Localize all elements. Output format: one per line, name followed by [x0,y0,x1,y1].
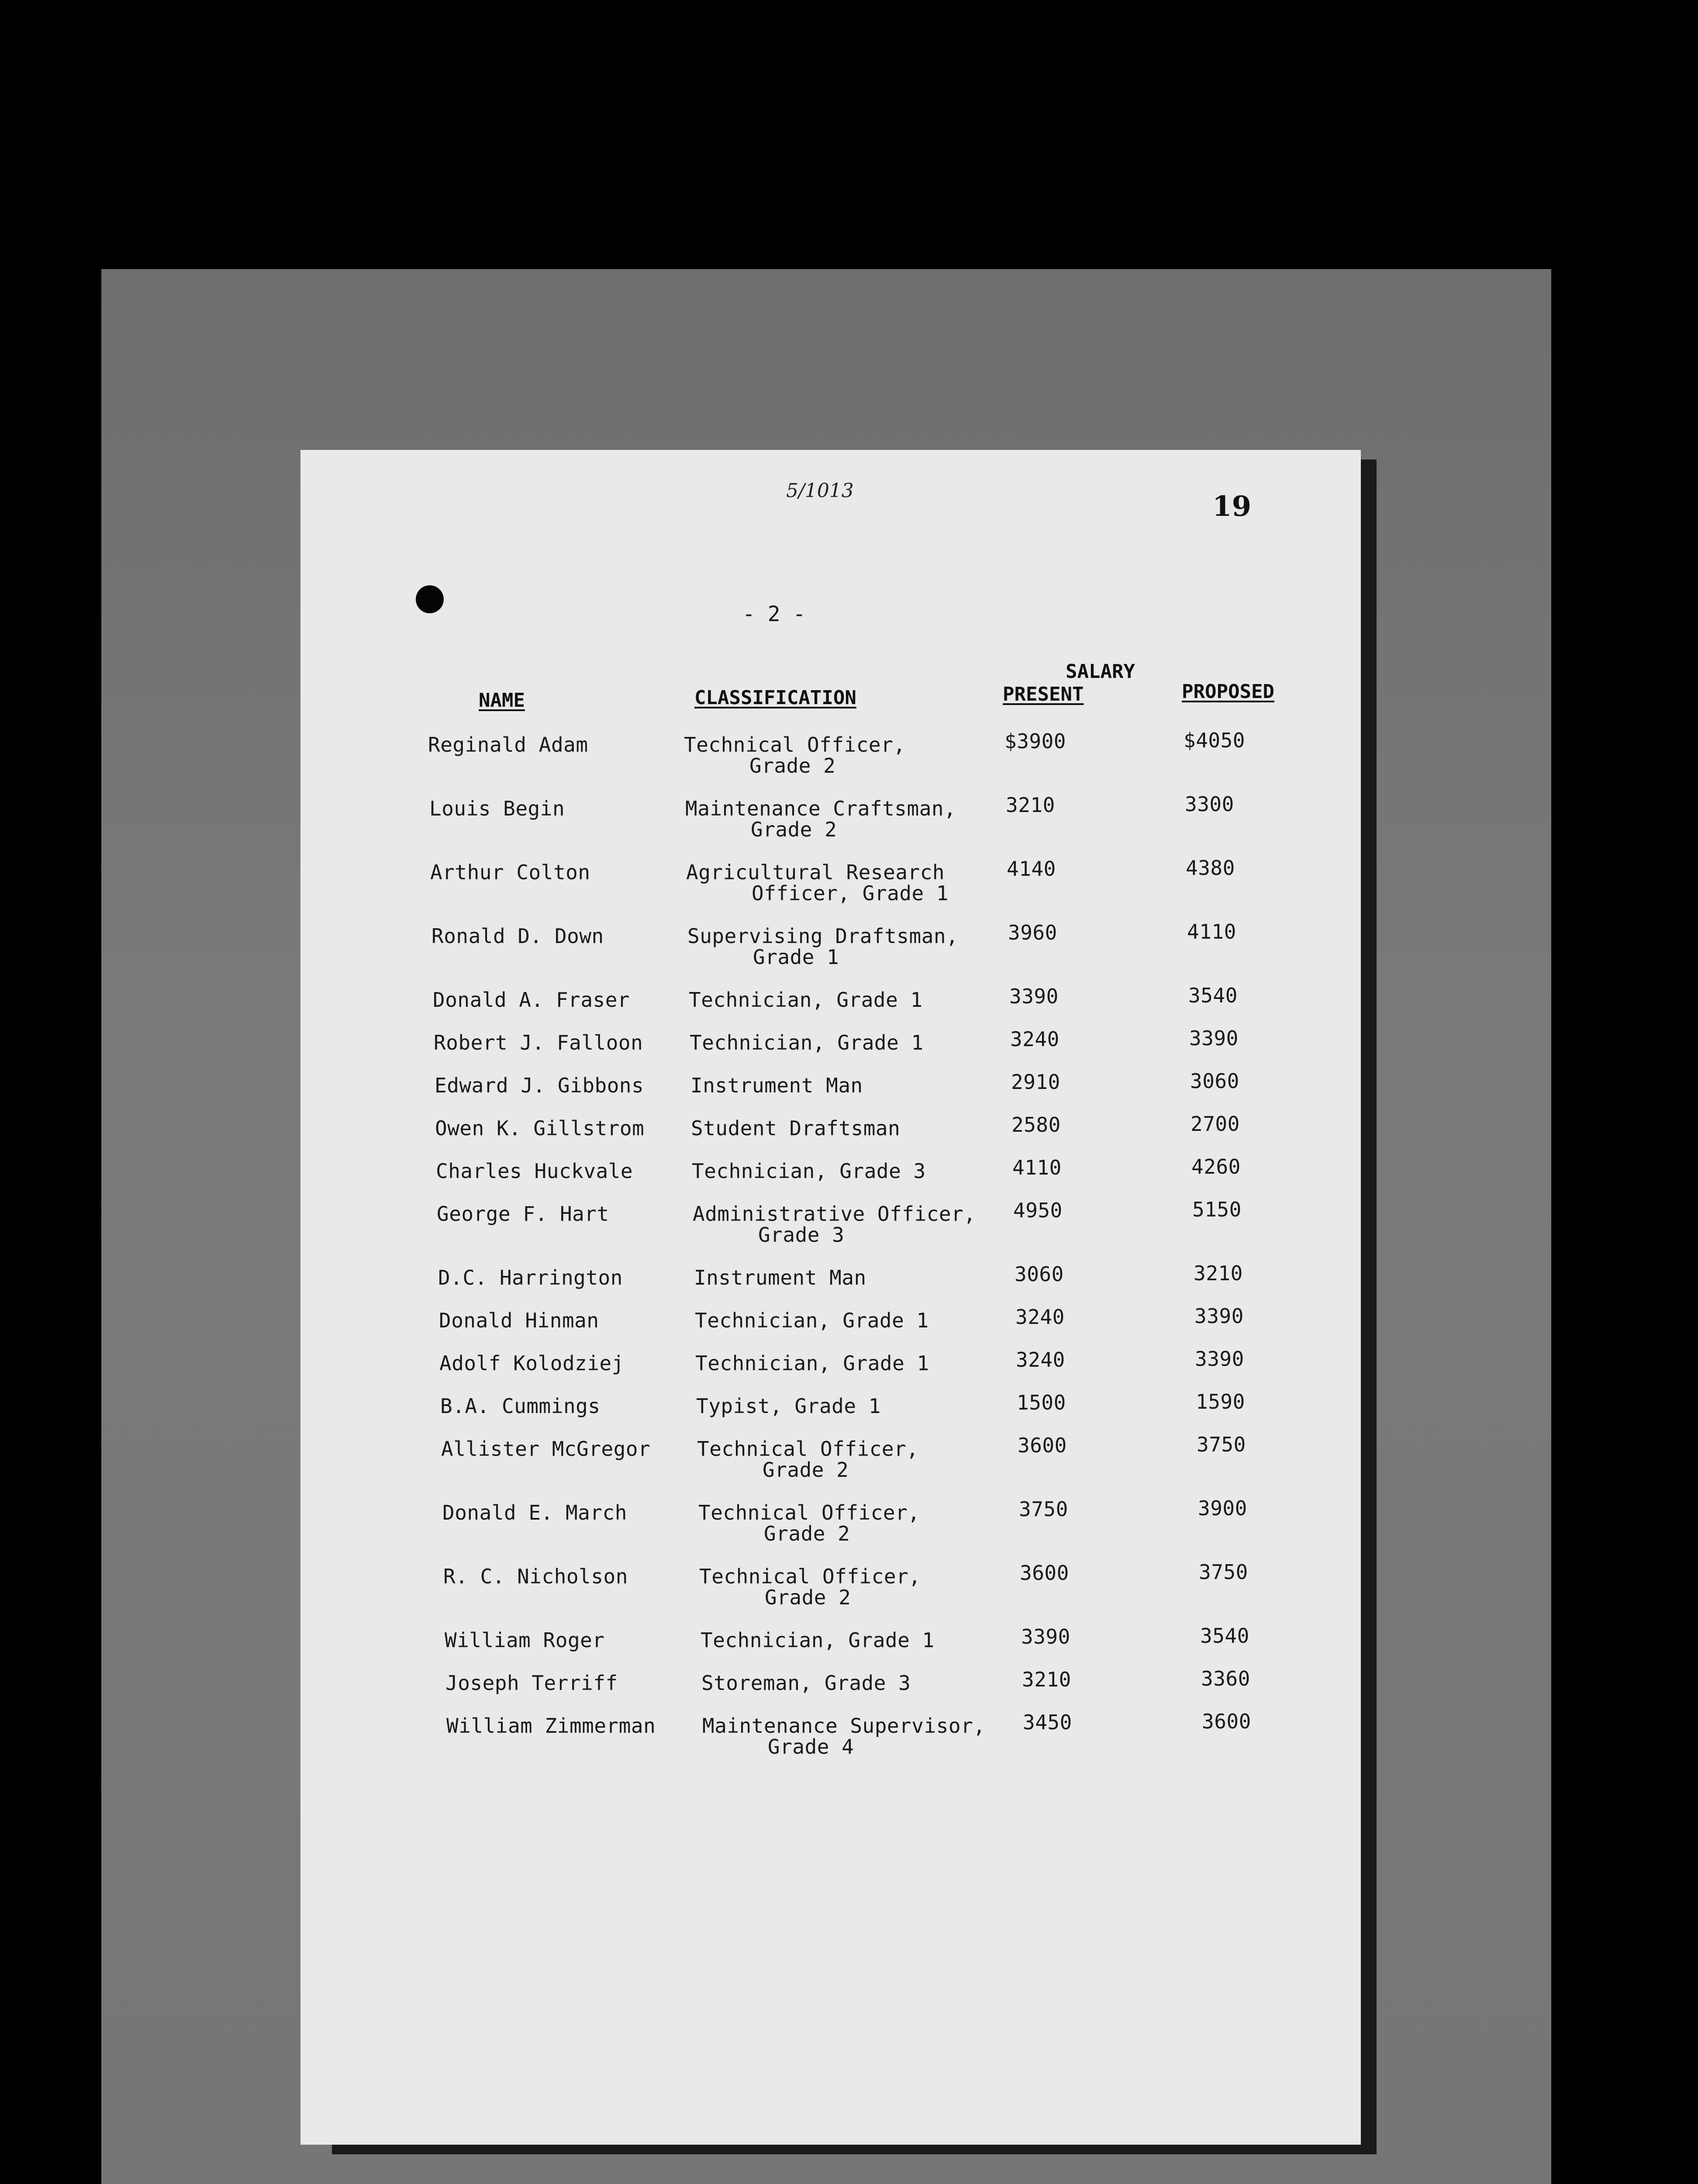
row-salary-present: 3600 [1018,1434,1067,1457]
row-salary-present: 4950 [1013,1199,1063,1222]
row-name: B.A. Cummings [440,1394,601,1418]
row-name: Donald E. March [442,1501,627,1524]
row-classification: Technical Officer, [697,1437,919,1461]
header-name: NAME [479,689,525,712]
row-name: Reginald Adam [428,733,588,757]
row-classification: Technician, Grade 3 [692,1159,926,1183]
row-classification: Supervising Draftsman, [687,924,959,948]
row-classification: Storeman, Grade 3 [701,1671,911,1695]
row-salary-present: 3600 [1020,1561,1069,1585]
page-number: 19 [1212,490,1252,523]
header-present: PRESENT [1003,683,1084,705]
row-name: Ronald D. Down [431,924,604,948]
row-classification: Maintenance Supervisor, [702,1714,986,1738]
row-classification-line2: Grade 2 [751,818,837,841]
row-classification: Technical Officer, [684,733,906,757]
row-classification-line2: Grade 1 [753,945,839,969]
row-name: R. C. Nicholson [443,1565,628,1588]
row-classification: Agricultural Research [686,860,945,884]
row-classification: Technician, Grade 1 [695,1309,929,1332]
row-salary-proposed: 3060 [1190,1069,1239,1093]
row-name: Donald Hinman [439,1309,599,1332]
row-salary-proposed: $4050 [1184,729,1245,752]
row-name: George F. Hart [437,1202,609,1226]
row-salary-present: 3240 [1016,1348,1065,1372]
row-classification: Technician, Grade 1 [701,1628,935,1652]
row-name: Allister McGregor [441,1437,651,1461]
row-salary-present: 3240 [1010,1027,1060,1051]
header-classification: CLASSIFICATION [694,687,856,709]
row-salary-proposed: 3750 [1197,1433,1246,1456]
row-salary-proposed: 1590 [1196,1390,1245,1413]
handwritten-annotation: 5/1013 [786,480,854,502]
row-classification: Typist, Grade 1 [696,1394,881,1418]
page-marker: - 2 - [742,602,806,626]
row-salary-proposed: 3300 [1185,792,1234,816]
row-salary-present: 4110 [1012,1156,1062,1179]
row-salary-present: 4140 [1007,857,1056,881]
row-classification: Administrative Officer, [693,1202,976,1226]
row-classification-line2: Grade 2 [763,1458,849,1482]
row-salary-present: 1500 [1017,1391,1066,1414]
row-salary-present: 2580 [1011,1113,1061,1137]
row-name: Adolf Kolodziej [439,1351,624,1375]
row-salary-proposed: 3600 [1202,1710,1251,1733]
row-classification-line2: Grade 2 [764,1522,850,1545]
row-classification-line2: Grade 2 [749,754,836,778]
row-name: Arthur Colton [430,860,590,884]
row-salary-present: 3960 [1008,921,1057,944]
row-name: Robert J. Falloon [434,1031,643,1054]
row-name: William Zimmerman [446,1714,656,1738]
row-classification: Technical Officer, [699,1565,921,1588]
row-classification: Maintenance Craftsman, [685,797,956,820]
row-name: Donald A. Fraser [433,988,630,1012]
row-classification: Technician, Grade 1 [689,988,923,1012]
row-classification: Instrument Man [690,1074,863,1097]
row-salary-proposed: 2700 [1191,1112,1240,1136]
row-classification: Student Draftsman [691,1116,901,1140]
row-salary-proposed: 3540 [1200,1624,1249,1648]
row-salary-present: 3750 [1019,1497,1068,1521]
row-salary-proposed: 5150 [1192,1198,1242,1221]
row-salary-proposed: 3900 [1198,1496,1247,1520]
row-classification-line2: Grade 4 [768,1735,854,1759]
header-salary: SALARY [1066,660,1135,683]
row-name: Edward J. Gibbons [435,1074,644,1097]
row-salary-proposed: 3750 [1199,1560,1248,1584]
row-salary-present: $3900 [1004,729,1066,753]
header-proposed: PROPOSED [1182,681,1274,703]
row-salary-present: 3450 [1023,1711,1072,1734]
row-classification: Instrument Man [694,1266,866,1289]
row-name: Louis Begin [429,797,565,820]
row-salary-proposed: 4380 [1186,856,1235,880]
row-salary-present: 3390 [1021,1625,1070,1648]
row-salary-proposed: 3390 [1189,1026,1239,1050]
row-classification: Technician, Grade 1 [690,1031,924,1054]
row-classification: Technical Officer, [698,1501,920,1524]
row-salary-proposed: 3360 [1201,1667,1250,1690]
row-salary-proposed: 3210 [1194,1261,1243,1285]
row-name: Owen K. Gillstrom [435,1116,645,1140]
row-salary-present: 3210 [1006,793,1055,817]
row-salary-proposed: 3540 [1188,984,1238,1007]
row-salary-present: 3240 [1015,1305,1065,1329]
row-classification: Technician, Grade 1 [695,1351,929,1375]
row-salary-present: 3060 [1015,1262,1064,1286]
row-salary-present: 3210 [1022,1668,1071,1691]
row-salary-present: 2910 [1011,1070,1060,1094]
punch-hole [416,585,444,613]
row-salary-proposed: 4260 [1191,1155,1241,1178]
row-salary-present: 3390 [1009,985,1059,1008]
row-name: Charles Huckvale [436,1159,633,1183]
row-classification-line2: Officer, Grade 1 [752,881,949,905]
row-classification-line2: Grade 3 [758,1223,845,1247]
row-name: D.C. Harrington [438,1266,623,1289]
row-salary-proposed: 3390 [1195,1347,1244,1371]
row-classification-line2: Grade 2 [765,1586,851,1609]
row-name: William Roger [445,1628,605,1652]
row-name: Joseph Terriff [445,1671,618,1695]
row-salary-proposed: 3390 [1194,1304,1244,1328]
row-salary-proposed: 4110 [1187,920,1236,943]
